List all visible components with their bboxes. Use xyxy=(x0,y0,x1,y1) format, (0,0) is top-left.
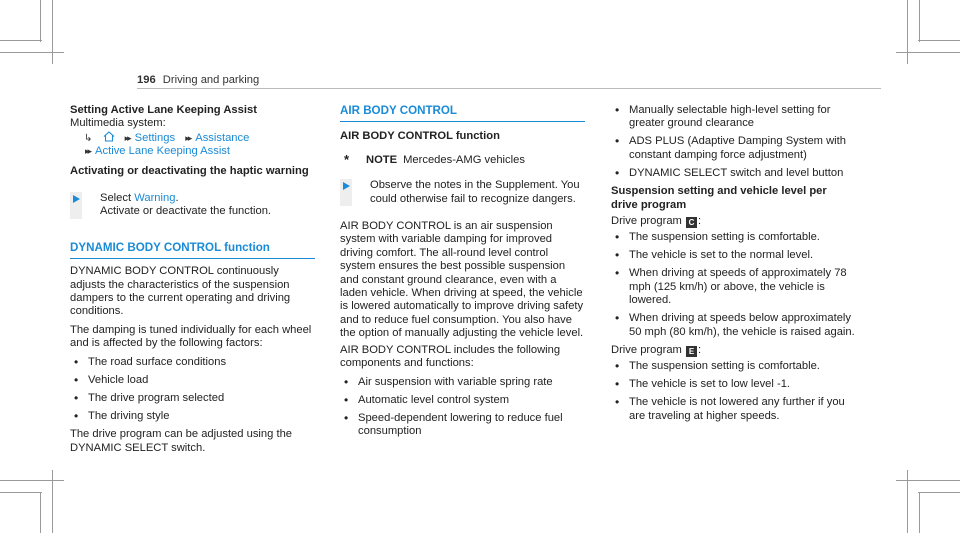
list-item: • Air suspension with variable spring rate xyxy=(340,376,585,389)
nav-settings-link[interactable]: Settings xyxy=(134,131,176,144)
warning-link[interactable]: Warning xyxy=(134,192,176,205)
list-item: • The vehicle is set to the normal level. xyxy=(611,249,856,262)
nav-active-lane-link[interactable]: Active Lane Keeping Assist xyxy=(95,145,231,158)
drive-program-e-label xyxy=(611,344,856,357)
home-icon xyxy=(103,131,115,142)
column-right xyxy=(611,104,856,428)
list-item: • Vehicle load xyxy=(70,374,315,387)
active-lane-title: Setting Active Lane Keeping Assist xyxy=(70,104,257,116)
step-arrow-icon xyxy=(343,182,350,190)
instruction-step xyxy=(70,192,315,219)
crop-mark xyxy=(40,492,41,533)
drive-program-text: Drive program xyxy=(611,215,685,228)
drive-program-paragraph: The drive program can be adjusted using the DYNAMIC SELECT switch. xyxy=(70,428,293,454)
components-list xyxy=(340,376,585,439)
program-c-list xyxy=(611,231,856,339)
crop-mark xyxy=(907,0,908,64)
crop-mark xyxy=(0,492,42,493)
haptic-warning-title: Activating or deactivating the haptic warning xyxy=(70,164,309,177)
components-intro: AIR BODY CONTROL includes the following components and functions: xyxy=(340,343,561,370)
step-period: . xyxy=(175,192,179,205)
crop-mark xyxy=(918,492,960,493)
step-observe-text: Observe the notes in the Supplement. You could otherwise fail to recognize dangers. xyxy=(370,179,580,205)
list-item: • Speed-dependent lowering to reduce fuel consumption xyxy=(340,412,585,439)
factors-list xyxy=(70,356,315,423)
list-item: • ADS PLUS (Adaptive Damping System with constant damping force adjustment) xyxy=(611,135,856,162)
page-header xyxy=(137,74,259,87)
column-left xyxy=(70,104,315,455)
air-body-function-title: AIR BODY CONTROL function xyxy=(340,130,500,143)
note-box xyxy=(340,151,585,167)
page-number: 196 xyxy=(137,74,156,86)
crop-mark xyxy=(896,52,960,53)
double-chevron-icon: ▸▸ xyxy=(124,132,130,143)
column-middle xyxy=(340,104,585,443)
nav-assistance-link[interactable]: Assistance xyxy=(195,131,250,144)
list-item: • When driving at speeds of approximately 78 mph (125 km/h) or above, the vehicle is lowered. xyxy=(611,267,856,307)
components-list-continued xyxy=(611,104,856,180)
dynamic-body-paragraph: DYNAMIC BODY CONTROL continuously adjusts the characteristics of the suspension dampers to the current operating and driving conditions. xyxy=(70,265,291,318)
note-label: NOTE xyxy=(366,153,398,166)
list-item: • The drive program selected xyxy=(70,392,315,405)
multimedia-label: Multimedia system: xyxy=(70,117,166,130)
double-chevron-icon: ▸▸ xyxy=(185,132,191,143)
step-select-text: Select xyxy=(100,192,135,205)
crop-mark xyxy=(52,0,53,64)
colon: : xyxy=(697,215,702,228)
crop-mark xyxy=(52,470,53,533)
crop-mark xyxy=(918,40,960,41)
list-item: • DYNAMIC SELECT switch and level button xyxy=(611,167,856,180)
crop-mark xyxy=(40,0,41,42)
return-arrow-icon: ↳ xyxy=(84,132,93,144)
list-item: • When driving at speeds below approximately 50 mph (80 km/h), the vehicle is raised again. xyxy=(611,312,856,339)
list-item: • The road surface conditions xyxy=(70,356,315,369)
crop-mark xyxy=(0,480,64,481)
note-text: Mercedes-AMG vehicles xyxy=(403,153,525,166)
dynamic-body-section-title: DYNAMIC BODY CONTROL function xyxy=(70,241,315,259)
list-item: • Automatic level control system xyxy=(340,394,585,407)
suspension-settings-title: Suspension setting and vehicle level per drive program xyxy=(611,185,827,211)
drive-program-c-label xyxy=(611,215,856,228)
crop-mark xyxy=(919,492,920,533)
air-body-paragraph: AIR BODY CONTROL is an air suspension system with variable damping for improved driving comfort. The all-round level control system ensures the best possible suspension and constant ground clearance, even with a laden vehicle. When driving at speed, the vehicle is lowered automatically to improve driving safety and to reduce fuel consumption. You also have the option of manually adjusting the vehicle level. xyxy=(340,220,584,340)
crop-mark xyxy=(0,52,64,53)
list-item: • Manually selectable high-level setting for greater ground clearance xyxy=(611,104,856,131)
list-item: • The suspension setting is comfortable. xyxy=(611,360,856,373)
header-divider xyxy=(137,88,881,89)
damping-paragraph: The damping is tuned individually for each wheel and is affected by the following factors: xyxy=(70,323,312,350)
crop-mark xyxy=(896,480,960,481)
asterisk-icon: * xyxy=(344,151,350,167)
crop-mark xyxy=(919,0,920,42)
step-arrow-icon xyxy=(73,195,80,203)
list-item: • The vehicle is not lowered any further if you are traveling at higher speeds. xyxy=(611,396,856,423)
air-body-section-title: AIR BODY CONTROL xyxy=(340,104,585,122)
comfort-program-icon: C xyxy=(686,217,697,228)
list-item: • The suspension setting is comfortable. xyxy=(611,231,856,244)
drive-program-text: Drive program xyxy=(611,344,685,357)
instruction-step xyxy=(340,179,585,206)
list-item: • The vehicle is set to low level -1. xyxy=(611,378,856,391)
section-name: Driving and parking xyxy=(162,74,260,86)
double-chevron-icon: ▸▸ xyxy=(85,146,91,157)
crop-mark xyxy=(907,470,908,533)
step-activate-text: Activate or deactivate the function. xyxy=(100,205,272,218)
colon: : xyxy=(697,344,702,357)
program-e-list xyxy=(611,360,856,423)
menu-path xyxy=(70,131,315,159)
list-item: • The driving style xyxy=(70,410,315,423)
eco-program-icon: E xyxy=(686,346,697,357)
crop-mark xyxy=(0,40,42,41)
